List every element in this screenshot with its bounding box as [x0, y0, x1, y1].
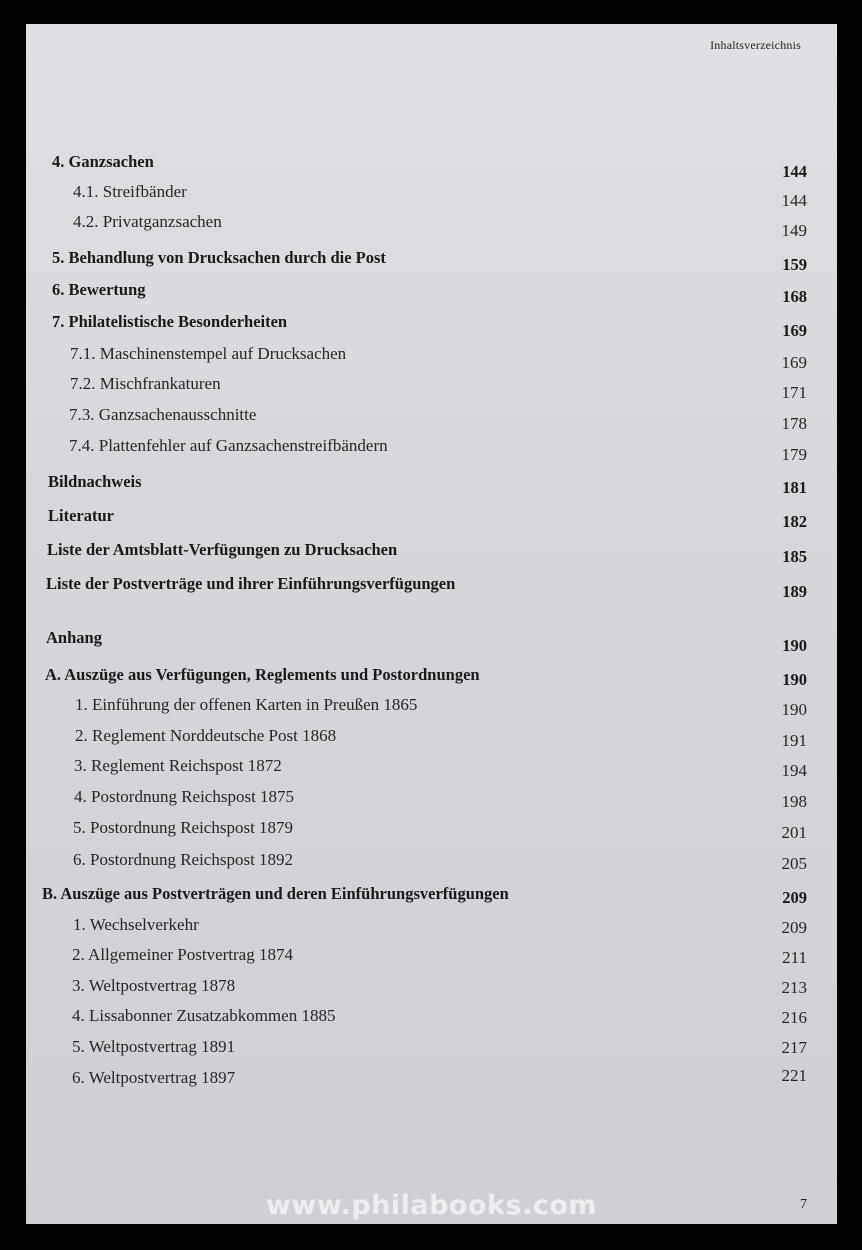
toc-entry-page: 201: [781, 823, 807, 842]
toc-entry: [26, 540, 837, 568]
toc-entry-page: 171: [781, 383, 807, 402]
toc-entry-label: 6. Weltpostvertrag 1897: [72, 1068, 236, 1087]
toc-entry-label: 6. Postordnung Reichspost 1892: [73, 850, 294, 869]
toc-entry: [26, 280, 837, 308]
toc-entry-label: 7.4. Plattenfehler auf Ganzsachenstreifbändern: [69, 436, 388, 455]
toc-entry-page: 190: [782, 670, 807, 689]
toc-entry-label: 4. Postordnung Reichspost 1875: [74, 787, 295, 806]
toc-entry-page: 144: [781, 191, 807, 210]
toc-entry-label: 5. Behandlung von Drucksachen durch die Post: [52, 248, 386, 267]
toc-entry: [26, 757, 837, 785]
toc-entry: [26, 376, 837, 404]
toc-entry-label: 2. Allgemeiner Postvertrag 1874: [72, 945, 293, 964]
toc-entry-label: 7.1. Maschinenstempel auf Drucksachen: [70, 344, 347, 363]
toc-entry-page: 213: [781, 978, 807, 997]
toc-entry-page: 209: [781, 918, 807, 937]
toc-entry: [26, 472, 837, 500]
toc-entry-label: 6. Bewertung: [52, 280, 146, 299]
toc-entry-label: 7. Philatelistische Besonderheiten: [52, 312, 288, 331]
toc-entry-label: 1. Wechselverkehr: [73, 915, 199, 934]
toc-entry: [26, 407, 837, 435]
toc-entry-page: 189: [782, 582, 807, 601]
toc-entry: [26, 438, 837, 466]
toc-entry: [26, 727, 837, 755]
toc-entry: [26, 850, 837, 878]
toc-entry-page: 169: [782, 321, 807, 340]
toc-entry-page: 216: [781, 1008, 807, 1027]
toc-entry-page: 185: [782, 547, 807, 566]
toc-entry: [26, 628, 837, 656]
toc-entry-label: 4.2. Privatganzsachen: [73, 212, 222, 231]
toc-entry-page: 159: [782, 255, 807, 274]
toc-entry-page: 191: [781, 731, 807, 750]
toc-entry: [26, 945, 837, 973]
toc-entry-label: 5. Weltpostvertrag 1891: [72, 1037, 236, 1056]
table-of-contents: [26, 24, 837, 1224]
toc-entry: [26, 915, 837, 943]
toc-entry: [26, 696, 837, 724]
toc-entry: [26, 314, 837, 342]
toc-entry-page: 149: [781, 221, 807, 240]
toc-entry-label: 4. Ganzsachen: [52, 152, 154, 171]
toc-entry: [26, 1006, 837, 1034]
toc-entry-page: 217: [781, 1038, 807, 1057]
toc-entry-page: 179: [781, 445, 807, 464]
toc-entry: [26, 248, 837, 276]
toc-entry: [26, 214, 837, 242]
toc-entry-page: 169: [781, 353, 807, 372]
toc-entry-page: 205: [781, 854, 807, 873]
toc-entry: [26, 884, 837, 912]
running-head: Inhaltsverzeichnis: [710, 38, 801, 52]
toc-entry: [26, 788, 837, 816]
toc-entry-page: 144: [782, 162, 807, 181]
toc-entry: [26, 1037, 837, 1065]
toc-entry-page: 221: [781, 1066, 807, 1085]
toc-entry-page: 190: [782, 636, 807, 655]
toc-entry: [26, 506, 837, 534]
toc-entry-label: 4.1. Streifbänder: [73, 182, 187, 201]
toc-entry-page: 209: [782, 888, 807, 907]
toc-entry-label: B. Auszüge aus Postverträgen und deren Einführungsverfügungen: [42, 884, 509, 903]
toc-entry-label: 7.2. Mischfrankaturen: [70, 374, 221, 393]
toc-entry-page: 190: [781, 700, 807, 719]
toc-entry: [26, 664, 837, 692]
toc-entry-label: 2. Reglement Norddeutsche Post 1868: [75, 726, 337, 745]
page-number: 7: [800, 1197, 807, 1212]
toc-entry-label: Liste der Amtsblatt-Verfügungen zu Drucksachen: [47, 540, 398, 559]
book-page: [26, 24, 837, 1224]
toc-entry-page: 178: [781, 414, 807, 433]
watermark: www.philabooks.com: [265, 1190, 598, 1221]
toc-entry: [26, 574, 837, 602]
toc-entry-label: 5. Postordnung Reichspost 1879: [73, 818, 294, 837]
toc-entry-page: 182: [782, 512, 807, 531]
toc-entry-label: Liste der Postverträge und ihrer Einführungsverfügungen: [46, 574, 456, 593]
toc-entry-label: Bildnachweis: [48, 472, 142, 491]
toc-entry-label: A. Auszüge aus Verfügungen, Reglements und Postordnungen: [45, 665, 480, 684]
toc-entry-label: 1. Einführung der offenen Karten in Preußen 1865: [75, 695, 418, 714]
toc-entry-page: 194: [781, 761, 807, 780]
toc-entry-label: 7.3. Ganzsachenausschnitte: [69, 405, 257, 424]
toc-entry-label: 4. Lissabonner Zusatzabkommen 1885: [72, 1006, 336, 1025]
toc-entry-page: 211: [782, 948, 807, 967]
toc-entry-page: 198: [781, 792, 807, 811]
toc-entry-label: 3. Weltpostvertrag 1878: [72, 976, 236, 995]
toc-entry: [26, 819, 837, 847]
toc-entry: [26, 976, 837, 1004]
toc-entry-label: Literatur: [48, 506, 114, 525]
toc-entry: [26, 1068, 837, 1096]
toc-entry-label: 3. Reglement Reichspost 1872: [74, 756, 282, 775]
toc-entry-page: 181: [782, 478, 807, 497]
toc-entry-page: 168: [782, 287, 807, 306]
toc-entry-label: Anhang: [46, 628, 102, 647]
